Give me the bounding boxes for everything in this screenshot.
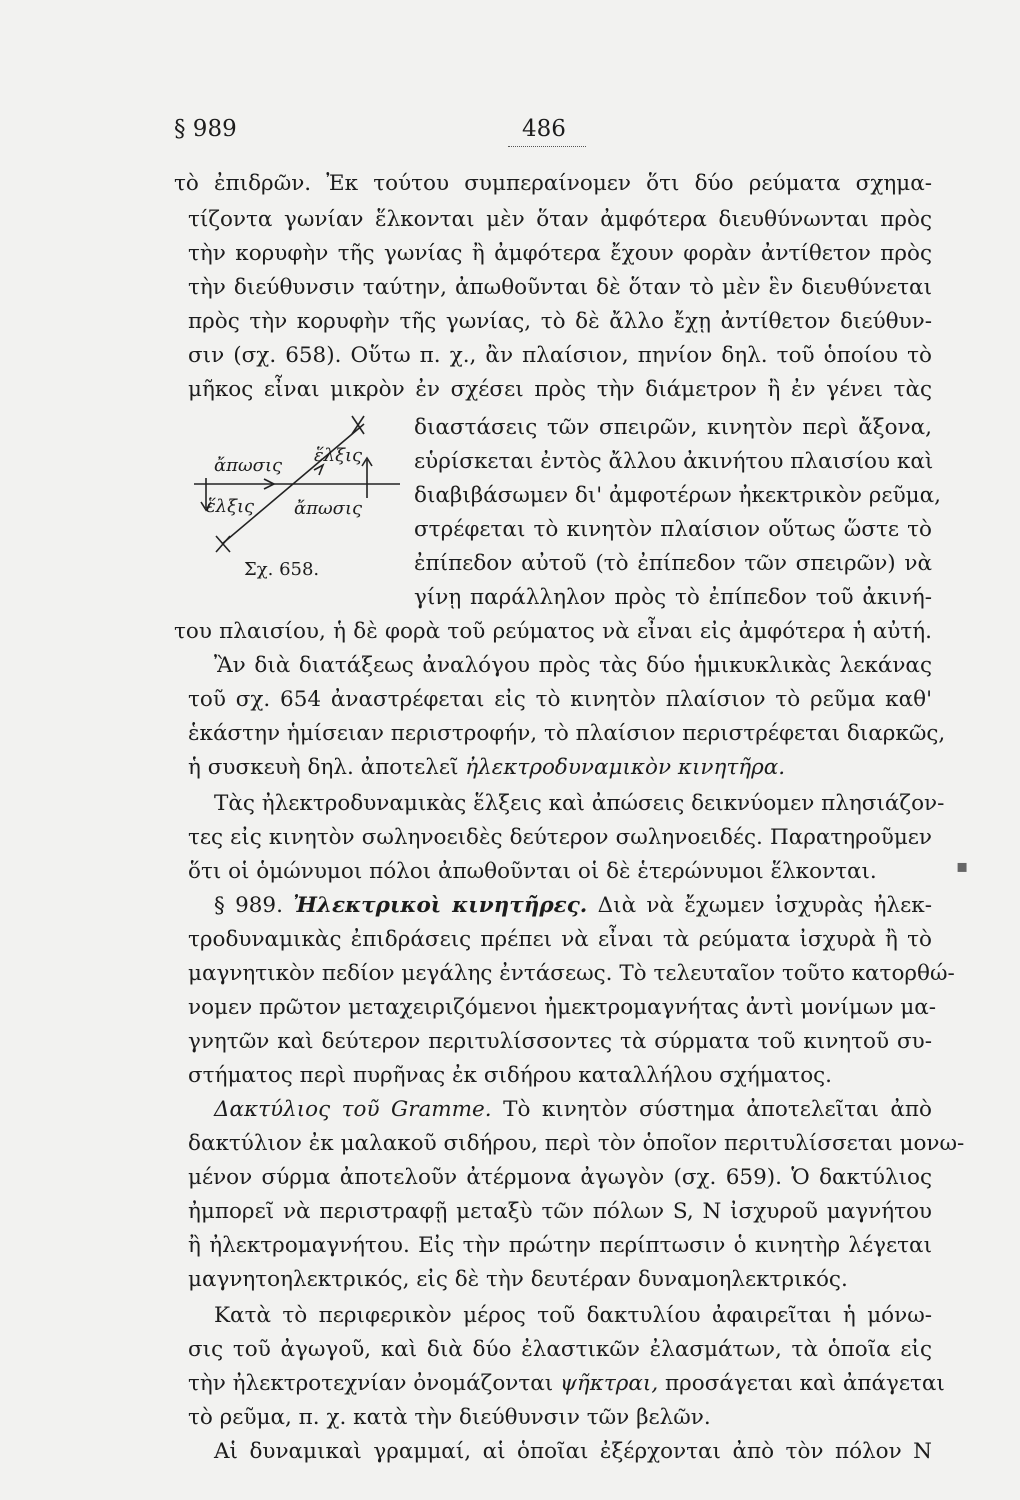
text-line: τροδυναμικὰς ἐπιδράσεις πρέπει νὰ εἶναι τὰ ρεύματα ἰσχυρὰ ἢ τὸ bbox=[188, 927, 932, 952]
text-line: μένον σύρμα ἀποτελοῦν ἀτέρμονα ἀγωγὸν (σχ. 659). Ὁ δακτύλιος bbox=[188, 1165, 932, 1190]
gramme-title: Δακτύλιος τοῦ Gramme. bbox=[214, 1097, 492, 1122]
figure-label-elxis: ἕλξις bbox=[314, 445, 363, 466]
text-line: ὅτι οἱ ὁμώνυμοι πόλοι ἀπωθοῦνται οἱ δὲ ἑτερώνυμοι ἕλκονται. bbox=[188, 859, 877, 884]
text-span: Διὰ νὰ ἔχωμεν ἰσχυρὰς ἠλεκ- bbox=[587, 893, 932, 918]
text-line bbox=[188, 1370, 945, 1398]
text-line: τὴν κορυφὴν τῆς γωνίας ἢ ἀμφότερα ἔχουν φορὰν ἀντίθετον πρὸς bbox=[188, 241, 932, 266]
text-line bbox=[188, 754, 932, 782]
text-line: τίζοντα γωνίαν ἕλκονται μὲν ὅταν ἀμφότερα διευθύνωνται πρὸς bbox=[188, 207, 932, 232]
margin-mark: ▪ bbox=[956, 856, 969, 877]
text-line: ἑκάστην ἡμίσειαν περιστροφήν, τὸ πλαίσιον περιστρέφεται διαρκῶς, bbox=[188, 721, 946, 746]
emphasis-term: ψῆκτραι, bbox=[560, 1371, 659, 1396]
text-line: του πλαισίου, ἡ δὲ φορὰ τοῦ ρεύματος νὰ εἶναι εἰς ἀμφότερα ἡ αὐτή. bbox=[174, 619, 932, 644]
text-span: ἡ συσκευὴ δηλ. ἀποτελεῖ bbox=[188, 755, 466, 780]
arrow-icon bbox=[314, 465, 323, 475]
text-line: δακτύλιον ἐκ μαλακοῦ σιδήρου, περὶ τὸν ὁποῖον περιτυλίσσεται μονω- bbox=[188, 1131, 965, 1156]
text-line: διαβιβάσωμεν δι' ἀμφοτέρων ἠκεκτρικὸν ρεῦμα, bbox=[414, 483, 941, 508]
text-line: τὸ ρεῦμα, π. χ. κατὰ τὴν διεύθυνσιν τῶν βελῶν. bbox=[188, 1405, 711, 1430]
text-line: Αἱ δυναμικαὶ γραμμαί, αἱ ὁποῖαι ἐξέρχονται ἀπὸ τὸν πόλον N bbox=[214, 1439, 932, 1464]
text-line: εὑρίσκεται ἐντὸς ἄλλου ἀκινήτου πλαισίου καὶ bbox=[414, 449, 934, 474]
section-989-heading-line bbox=[214, 892, 932, 920]
text-line: γνητῶν καὶ δεύτερον περιτυλίσσοντες τὰ σύρματα τοῦ κινητοῦ συ- bbox=[188, 1029, 932, 1054]
page-number: 486 bbox=[522, 116, 566, 142]
text-line: σιν (σχ. 658). Οὕτω π. χ., ἂν πλαίσιον, πηνίον δηλ. τοῦ ὁποίου τὸ bbox=[188, 343, 932, 368]
text-line: τὸ ἐπιδρῶν. Ἐκ τούτου συμπεραίνομεν ὅτι δύο ρεύματα σχημα- bbox=[174, 171, 932, 196]
text-line: μαγνητοηλεκτρικός, εἰς δὲ τὴν δευτέραν δυναμοηλεκτρικός. bbox=[188, 1267, 848, 1292]
figure-caption: Σχ. 658. bbox=[244, 559, 320, 580]
text-line: Ἂν διὰ διατάξεως ἀναλόγου πρὸς τὰς δύο ἡμικυκλικὰς λεκάνας bbox=[214, 653, 932, 678]
text-line: τοῦ σχ. 654 ἀναστρέφεται εἰς τὸ κινητὸν πλαίσιον τὸ ρεῦμα καθ' bbox=[188, 687, 932, 712]
text-line: ἐπίπεδον αὐτοῦ (τὸ ἐπίπεδον τῶν σπειρῶν) νὰ bbox=[414, 551, 932, 576]
text-line: Τὰς ἠλεκτροδυναμικὰς ἕλξεις καὶ ἀπώσεις δεικνύομεν πλησιάζον- bbox=[214, 791, 945, 816]
text-line: διαστάσεις τῶν σπειρῶν, κινητὸν περὶ ἄξονα, bbox=[414, 415, 932, 440]
text-line: στήματος περὶ πυρῆνας ἐκ σιδήρου καταλλήλου σχήματος. bbox=[188, 1063, 833, 1088]
text-line: μῆκος εἶναι μικρὸν ἐν σχέσει πρὸς τὴν διάμετρον ἢ ἐν γένει τὰς bbox=[188, 377, 932, 402]
text-line: σις τοῦ ἀγωγοῦ, καὶ διὰ δύο ἐλαστικῶν ἐλασμάτων, τὰ ὁποῖα εἰς bbox=[188, 1337, 932, 1362]
gramme-heading-line bbox=[214, 1096, 932, 1124]
text-line: Κατὰ τὸ περιφερικὸν μέρος τοῦ δακτυλίου ἀφαιρεῖται ἡ μόνω- bbox=[214, 1303, 932, 1328]
text-line: στρέφεται τὸ κινητὸν πλαίσιον οὕτως ὥστε τὸ bbox=[414, 517, 932, 542]
text-line: ἠμπορεῖ νὰ περιστραφῇ μεταξὺ τῶν πόλων S, N ἰσχυροῦ μαγνήτου bbox=[188, 1199, 932, 1224]
figure-label-elxis: ἕλξις bbox=[206, 496, 255, 517]
figure-label-apotsis: ἄπωσις bbox=[294, 498, 363, 519]
section-number: § 989. bbox=[214, 893, 294, 918]
text-line: τὴν διεύθυνσιν ταύτην, ἀπωθοῦνται δὲ ὅταν τὸ μὲν ἓν διευθύνεται bbox=[188, 275, 932, 300]
text-span: προσάγεται καὶ ἀπάγεται bbox=[658, 1371, 945, 1396]
text-line: ἢ ἠλεκτρομαγνήτου. Εἰς τὴν πρώτην περίπτωσιν ὁ κινητὴρ λέγεται bbox=[188, 1233, 932, 1258]
section-title: Ἠλεκτρικοὶ κινητῆρες. bbox=[293, 893, 588, 918]
text-line: γίνῃ παράλληλον πρὸς τὸ ἐπίπεδον τοῦ ἀκινή- bbox=[414, 585, 932, 610]
figure-label-apotsis: ἄπωσις bbox=[214, 455, 283, 476]
text-line: νομεν πρῶτον μεταχειριζόμενοι ἠμεκτρομαγνήτας ἀντὶ μονίμων μα- bbox=[188, 995, 937, 1020]
text-line: πρὸς τὴν κορυφὴν τῆς γωνίας, τὸ δὲ ἄλλο ἔχῃ ἀντίθετον διεύθυν- bbox=[188, 309, 932, 334]
text-line: τες εἰς κινητὸν σωληνοειδὲς δεύτερον σωληνοειδές. Παρατηροῦμεν bbox=[188, 825, 932, 850]
text-line: μαγνητικὸν πεδίον μεγάλης ἐντάσεως. Τὸ τελευταῖον τοῦτο κατορθώ- bbox=[188, 961, 955, 986]
text-span: τὴν ἠλεκτροτεχνίαν ὀνομάζονται bbox=[188, 1371, 561, 1396]
text-span: Τὸ κινητὸν σύστημα ἀποτελεῖται ἀπὸ bbox=[491, 1097, 932, 1122]
section-marker: § 989 bbox=[174, 116, 237, 142]
page-number-rule bbox=[508, 146, 586, 147]
emphasis-term: ἠλεκτροδυναμικὸν κινητῆρα. bbox=[465, 755, 786, 780]
